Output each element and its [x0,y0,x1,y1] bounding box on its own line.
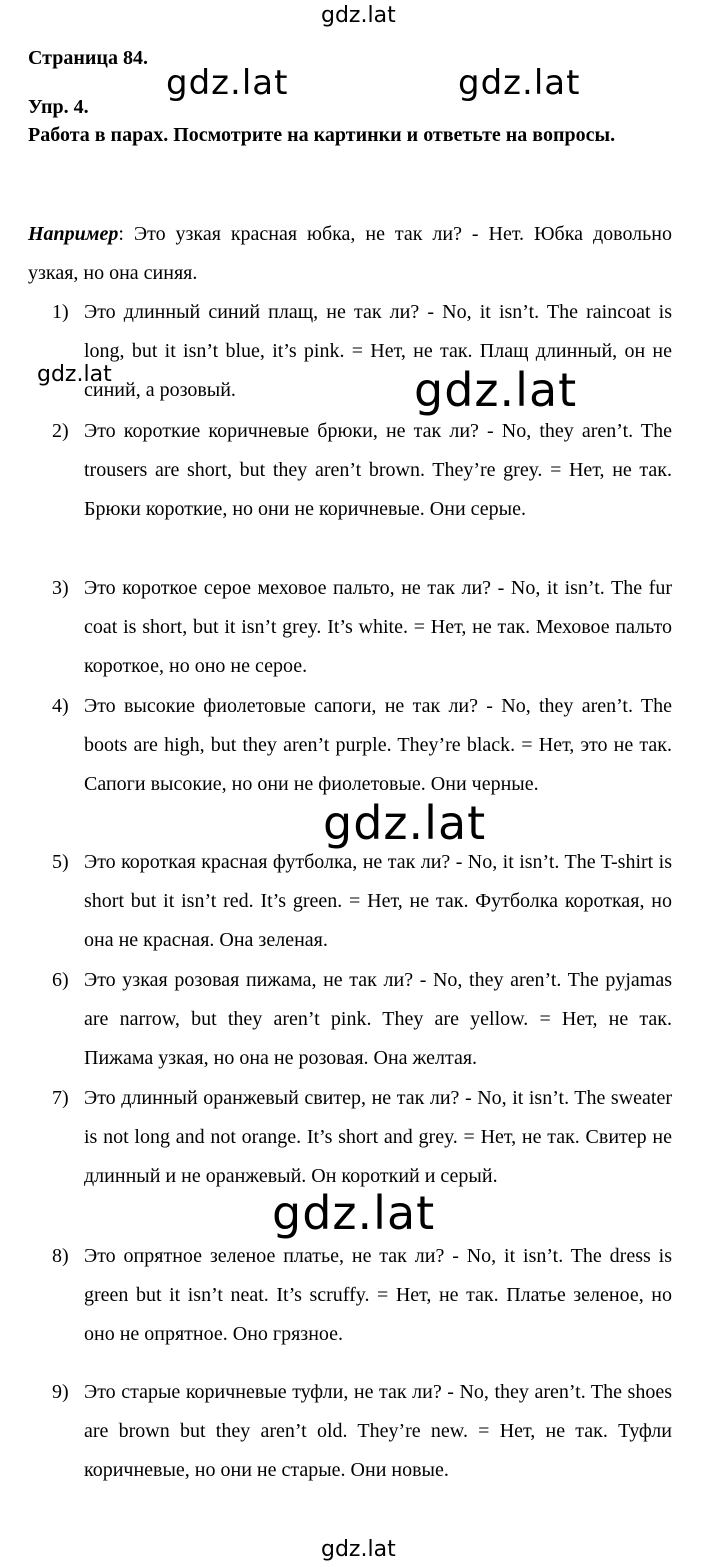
example-lead: Например [28,223,119,245]
watermark-bottom: gdz.lat [321,1537,396,1562]
item-number: 9) [52,1381,69,1403]
item-text: Это высокие фиолетовые сапоги, не так ли? - No, they aren’t. The boots are high, but they aren’t purple. They’re black. = Нет, это не так. Сапоги высокие, но они не фиолетовые. Они черные. [84,695,672,796]
item-number: 5) [52,851,69,873]
list-item [28,961,672,1079]
item-number: 3) [52,577,69,599]
watermark-left: gdz.lat [37,362,112,387]
watermark-item1: gdz.lat [414,363,578,417]
item-text: Это короткая красная футболка, не так ли? - No, it isn’t. The T-shirt is short but it isn’t red. It’s green. = Нет, не так. Футболка короткая, но она не красная. Она зеленая. [84,851,672,952]
list-item [28,412,672,530]
watermark-item7: gdz.lat [272,1186,436,1240]
example-paragraph [28,215,672,293]
item-text: Это опрятное зеленое платье, не так ли? - No, it isn’t. The dress is green but it isn’t neat. It’s scruffy. = Нет, не так. Платье зеленое, но оно не опрятное. Оно грязное. [84,1245,672,1346]
item-text: Это короткое серое меховое пальто, не так ли? - No, it isn’t. The fur coat is short, but it isn’t grey. It’s white. = Нет, не так. Меховое пальто короткое, но оно не серое. [84,577,672,678]
item-number: 8) [52,1245,69,1267]
item-text: Это узкая розовая пижама, не так ли? - No, they aren’t. The pyjamas are narrow, but they aren’t pink. They are yellow. = Нет, не так. Пижама узкая, но она не розовая. Она желтая. [84,969,672,1070]
item-number: 2) [52,420,69,442]
item-text: Это старые коричневые туфли, не так ли? - No, they aren’t. The shoes are brown but they aren’t old. They’re new. = Нет, не так. Туфли коричневые, но они не старые. Они новые. [84,1381,672,1482]
list-item [28,293,672,417]
list-item [28,1237,672,1355]
watermark-item4: gdz.lat [323,796,487,850]
page-label: Страница 84. [28,47,148,69]
item-number: 1) [52,301,69,323]
list-item [28,1373,672,1491]
list-item [28,843,672,961]
item-text: Это короткие коричневые брюки, не так ли? - No, they aren’t. The trousers are short, but they aren’t brown. They’re grey. = Нет, не так. Брюки короткие, но они не коричневые. Они серые. [84,420,672,521]
list-item [28,687,672,805]
item-text: Это длинный оранжевый свитер, не так ли? - No, it isn’t. The sweater is not long and not orange. It’s short and grey. = Нет, не так. Свитер не длинный и не оранжевый. Он короткий и серый. [84,1087,672,1188]
watermark-header-right: gdz.lat [458,63,581,103]
list-item [28,1079,672,1197]
item-number: 6) [52,969,69,991]
exercise-label: Упр. 4. [28,96,89,118]
item-number: 4) [52,695,69,717]
task-instruction: Работа в парах. Посмотрите на картинки и ответьте на вопросы. [28,124,616,146]
item-text: Это длинный синий плащ, не так ли? - No, it isn’t. The raincoat is long, but it isn’t blue, it’s pink. = Нет, не так. Плащ длинный, он не синий, а розовый. [84,301,672,402]
item-number: 7) [52,1087,69,1109]
list-item [28,569,672,687]
watermark-header-left: gdz.lat [166,63,289,103]
watermark-top: gdz.lat [321,3,396,28]
example-text: : Это узкая красная юбка, не так ли? - Нет. Юбка довольно узкая, но она синяя. [28,223,672,284]
